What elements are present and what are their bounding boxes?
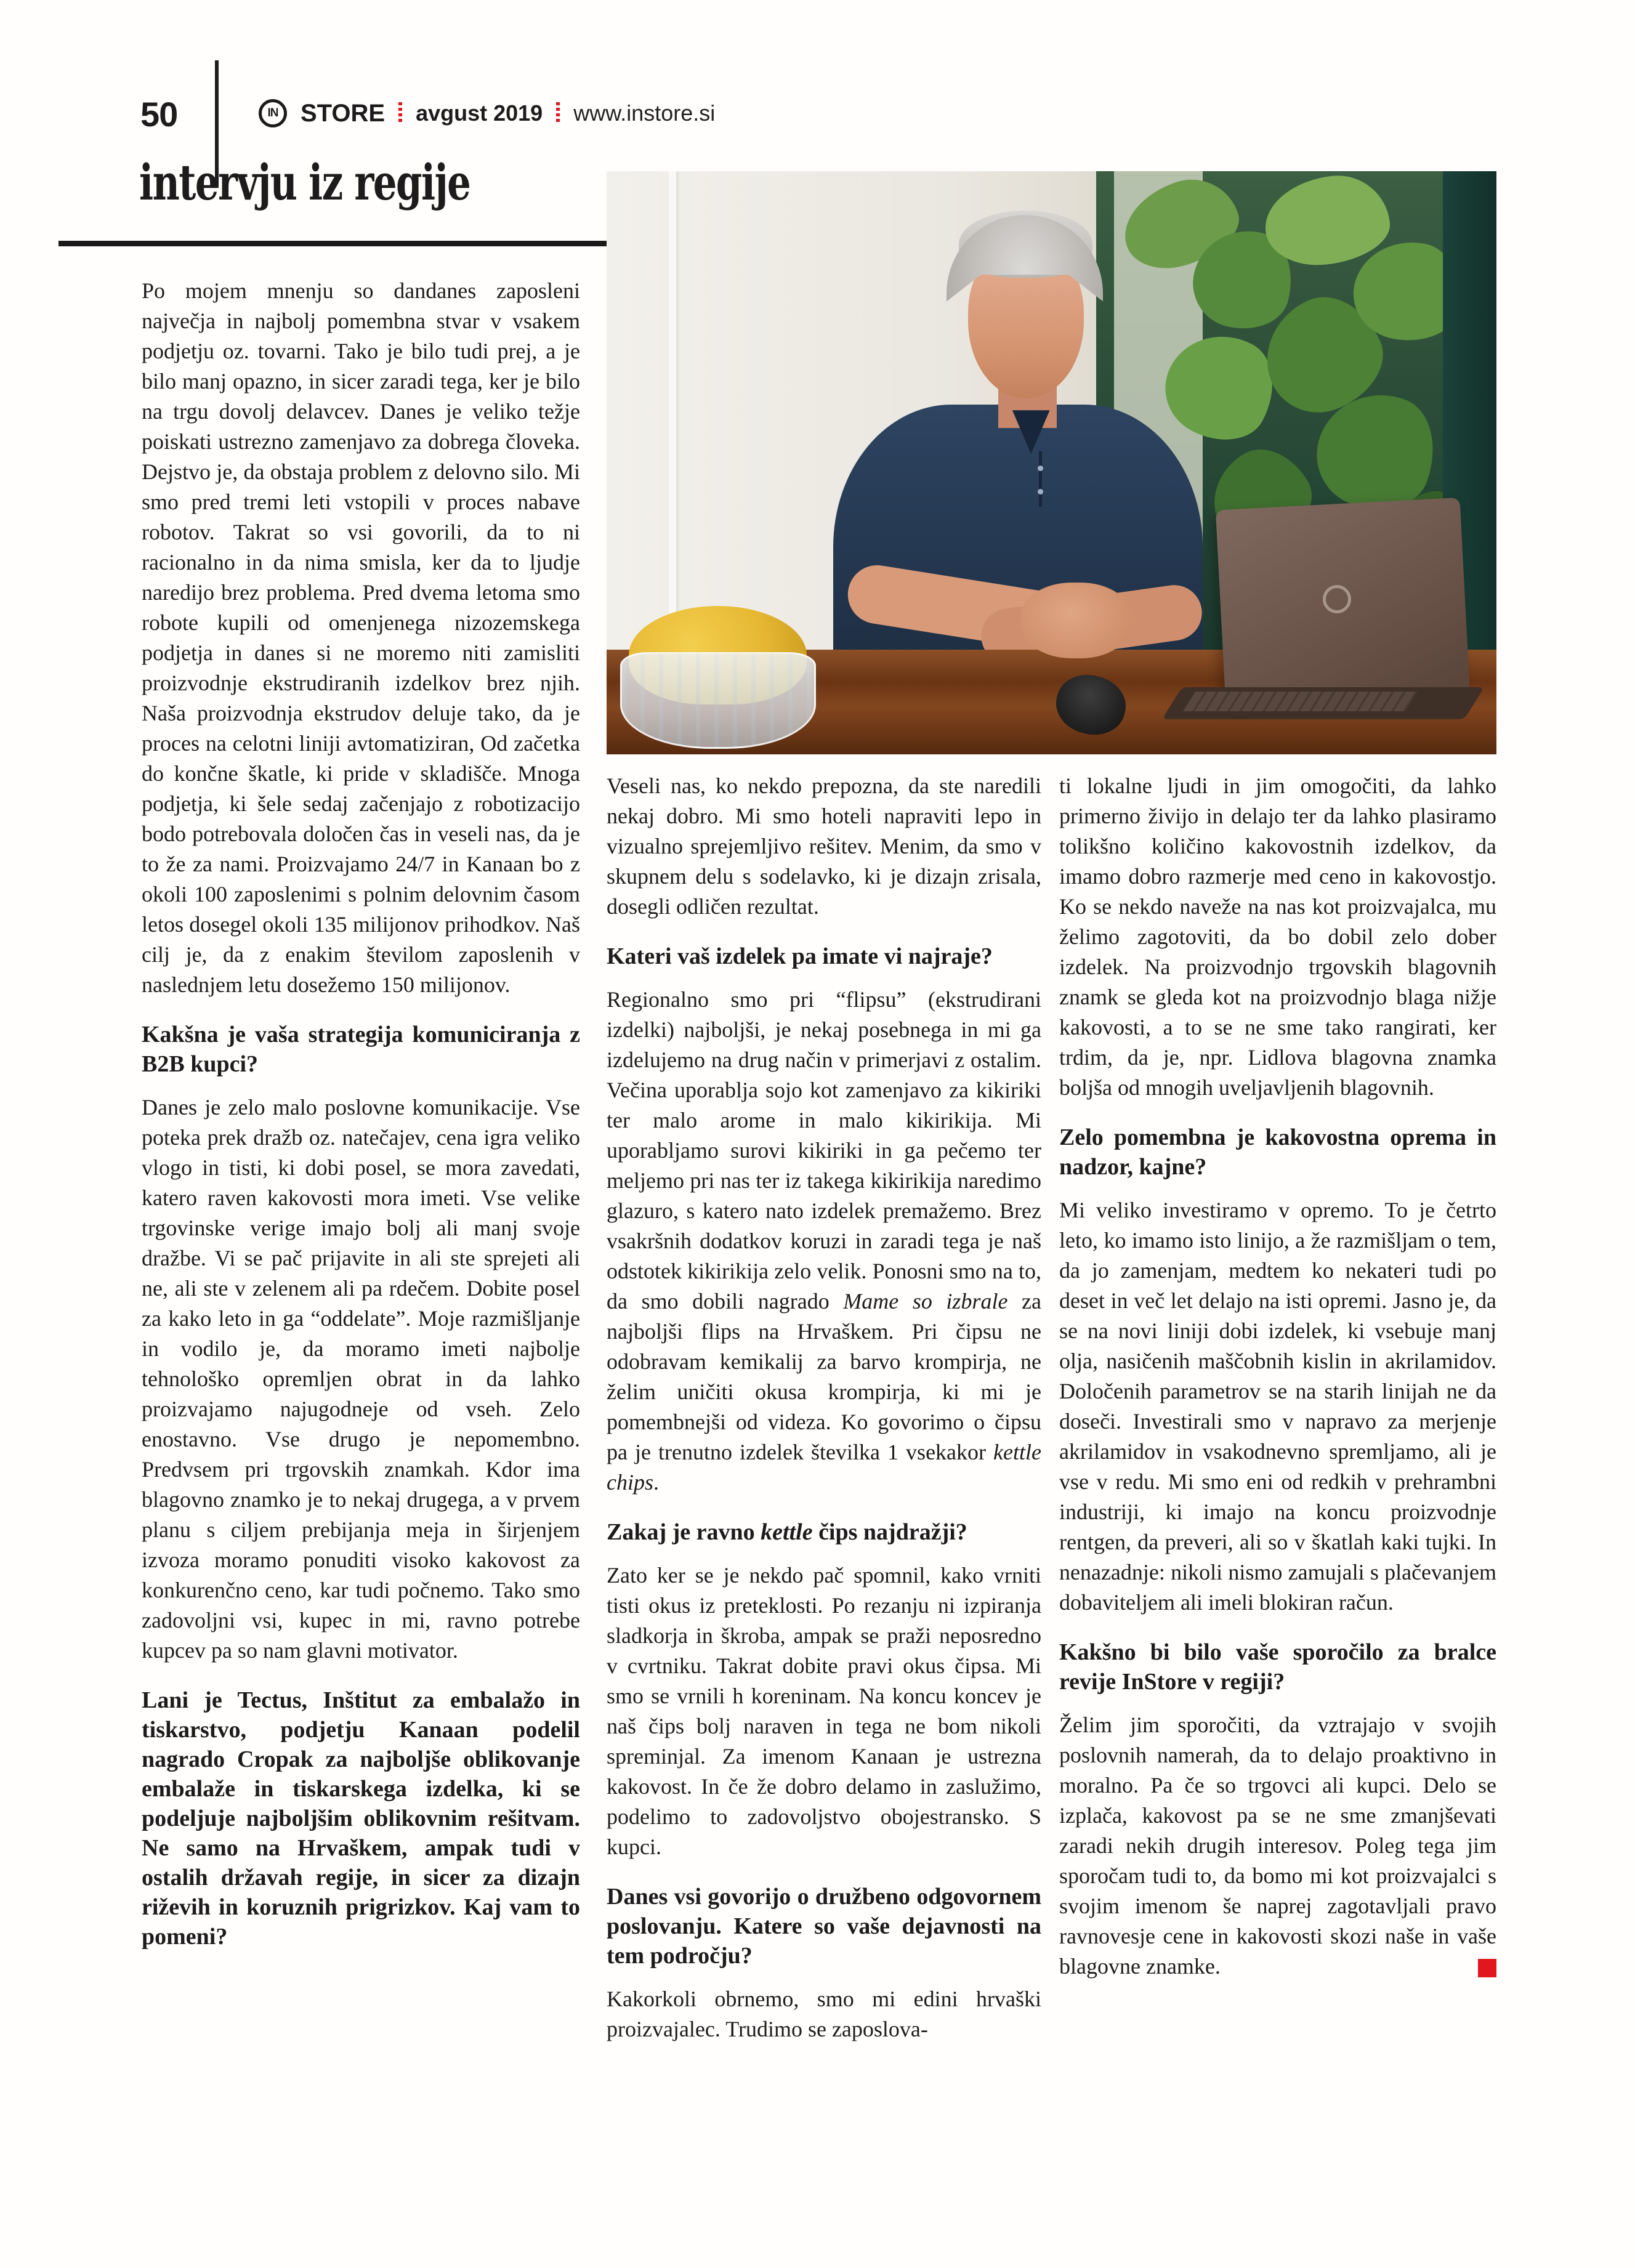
website-url: www.instore.si (573, 100, 716, 126)
paragraph: Veseli nas, ko nekdo prepozna, da ste naredili nekaj dobro. Mi smo hoteli napraviti lepo in vizualno sprejemljivo rešitev. Menim, da smo v skupnem delu s sodelavko, ki je dizajn zrisala, dosegli odličen rezultat. (607, 773, 1041, 919)
interview-photo (607, 171, 1496, 754)
masthead (259, 91, 715, 135)
section-title: intervju iz regije (139, 153, 470, 211)
question-heading: Kateri vaš izdelek pa imate vi najraje? (607, 943, 993, 969)
brand-name: STORE (301, 99, 386, 127)
instore-logo-icon (259, 99, 287, 127)
photo-man-hands (1020, 583, 1132, 658)
dotted-separator-icon (398, 102, 402, 124)
end-of-article-mark (1478, 1959, 1496, 1977)
question-heading: Kakšna je vaša strategija komuniciranja z B2B kupci? (142, 1022, 580, 1077)
page-number: 50 (140, 94, 178, 134)
dotted-separator-icon (556, 102, 560, 124)
photo-shirt-placket (1039, 451, 1042, 507)
photo-laptop-keyboard (1183, 692, 1418, 711)
text-column-2 (607, 771, 1041, 2044)
paragraph: Po mojem mnenju so dandanes zaposleni največja in najbolj pomembna stvar v vsakem podjetju oz. tovarni. Tako je bilo tudi prej, a je bilo manj opazno, in sicer zaradi tega, ker je bilo na trgu dovolj delavcev. Danes je veliko težje poiskati ustrezno zamenjavo za dobrega človeka. Dejstvo je, da obstaja problem z delovno silo. Mi smo pred tremi leti vstopili v proces nabave robotov. Takrat so vsi govorili, da to ni racionalno in da nima smisla, ker da to ljudje naredijo brez problema. Pred dvema letoma smo robote kupili od omenjenega nizozemskega podjetja in danes si ne moremo niti zamisliti proizvodnje ekstrudiranih izdelkov brez njih. Naša proizvodnja ekstrudov deluje tako, da je proces na celotni liniji avtomatiziran, Od začetka do končne škatle, ki pride v skladišče. Mnoga podjetja, ki šele sedaj začenjajo z robotizacijo bodo potrebovala določen čas in veseli nas, da je to že za nami. Proizvajamo 24/7 in Kanaan bo z okoli 100 zaposlenimi s polnim delovnim časom letos dosegel okoli 135 milijonov prihodkov. Naš cilj je, da z enakim številom zaposlenih v naslednjem letu dosežemo 150 milijonov. (142, 278, 580, 997)
paragraph: Regionalno smo pri “flipsu” (ekstrudirani izdelki) najboljši, je nekaj posebnega in mi ga izdelujemo na drug način v primerjavi z ostalim. Večina uporablja sojo kot zamenjavo za kikiriki ter malo arome in malo kikirikija. Mi uporabljamo surovi kikiriki in ga pečemo ter meljemo pri nas ter iz takega kikirikija naredimo glazuro, s katero nato izdelek premažemo. Brez vsakršnih dodatkov koruzi in zaradi tega je naš odstotek kikirikija zelo velik. Ponosni smo na to, da smo dobili nagrado Mame so izbrale za najboljši flips na Hrvaškem. Pri čipsu ne odobravam kemikalij za barvo krompirja, ne želim uničiti okusa krompirja, ki mi je pomembnejši od videza. Ko govorimo o čipsu pa je trenutno izdelek številka 1 vsekakor kettle chips. (607, 987, 1041, 1495)
question-heading: Danes vsi govorijo o družbeno odgovornem poslovanju. Katere so vaše dejavnosti na tem področju? (607, 1884, 1041, 1969)
issue-date: avgust 2019 (416, 100, 543, 126)
question-heading: Zakaj je ravno kettle čips najdražji? (607, 1519, 967, 1545)
title-rule (59, 241, 607, 246)
paragraph: Želim jim sporočiti, da vztrajajo v svojih poslovnih namerah, da to delajo proaktivno in moralno. Pa če so trgovci ali kupci. Delo se izplača, kakovost pa se ne sme zmanjševati zaradi nekih drugih interesov. Poleg tega jim sporočam tudi to, da bomo mi kot proizvajalci s svojim imenom še naprej zagotavljali pravo ravnovesje cene in kakovosti skozi naše in vaše blagovne znamke. (1059, 1713, 1496, 1979)
question-heading: Kakšno bi bilo vaše sporočilo za bralce revije InStore v regiji? (1059, 1639, 1496, 1695)
question-heading: Lani je Tectus, Inštitut za embalažo in tiskarstvo, podjetju Kanaan podelil nagrado Cropak za najboljše oblikovanje embalaže in tiskarskega izdelka, ki se podeljuje najboljšim oblikovnim rešitvam. Ne samo na Hrvaškem, ampak tudi v ostalih državah regije, in sicer za dizajn riževih in koruznih prigrizkov. Kaj vam to pomeni? (142, 1687, 580, 1950)
logo-in-text: IN (267, 107, 278, 119)
text-column-1 (142, 276, 580, 1965)
paragraph: ti lokalne ljudi in jim omogočiti, da lahko primerno živijo in delajo ter da lahko plasiramo tolikšno količino kakovostnih izdelkov, da imamo dobro razmerje med ceno in kakovostjo. Ko se nekdo naveže na nas kot proizvajalca, mu želimo zagotoviti, da bo dobil zelo dober izdelek. Na proizvodnjo trgovskih blagovnih znamk se gleda kot na proizvodnjo blaga nižje kakovosti, a to se ne sme tako rangirati, ker trdim, da je, npr. Lidlova blagovna znamka boljša od mnogih uveljavljenih blagovnih. (1059, 773, 1496, 1100)
paragraph: Zato ker se je nekdo pač spomnil, kako vrniti tisti okus iz preteklosti. Po rezanju ni izpiranja sladkorja in škroba, ampak se praži neposredno v cvrtniku. Takrat dobite pravi okus čipsa. Mi smo se vrnili h koreninam. Na koncu koncev je naš čips bolj naraven in tega ne bom nikoli spreminjal. Za imenom Kanaan je ustrezna kakovost. In če že dobro delamo in zaslužimo, podelimo to zadovoljstvo obojestransko. S kupci. (607, 1563, 1041, 1859)
photo-glass-bowl (620, 652, 816, 748)
paragraph: Danes je zelo malo poslovne komunikacije. Vse poteka prek dražb oz. natečajev, cena igra veliko vlogo in tisti, ki dobi posel, se mora zavedati, katero raven kakovosti mora imeti. Vse velike trgovinske verige imajo bolj ali manj svoje dražbe. Vi se pač prijavite in ali ste sprejeti ali ne, ali ste v zelenem ali pa rdečem. Dobite posel za kako leto in ga “oddelate”. Moje razmišljanje in vodilo je, da moramo imeti najbolje tehnološko opremljen obrat in da lahko proizvajamo najugodneje od vseh. Zelo enostavno. Vse drugo je nepomembno. Predvsem pri trgovskih znamkah. Kdor ima blagovno znamko je to nekaj drugega, a v prvem planu s ciljem prebijanja meja in širjenjem izvoza moramo ponuditi visoko kakovost za konkurenčno ceno, kar tudi počnemo. Tako smo zadovoljni vsi, kupec in mi, ravno potrebe kupcev pa so nam glavni motivator. (142, 1095, 580, 1663)
question-heading: Zelo pomembna je kakovostna oprema in nadzor, kajne? (1059, 1124, 1496, 1180)
paragraph: Mi veliko investiramo v opremo. To je četrto leto, ko imamo isto linijo, a že razmišljam o tem, da jo zamenjam, medtem ko nekateri tudi po deset in več let delajo na isti opremi. Jasno je, da se na novi liniji dobi izdelek, ki vsebuje manj olja, nasičenih maščobnih kislin in akrilamidov. Določenih parametrov se na starih linijah ne da doseči. Investirali smo v napravo za merjenje akrilamidov in vsakodnevno spremljamo, ali je vse v redu. Mi smo eni od redkih v prehrambni industriji, ki imajo na koncu proizvodnje rentgen, da preveri, ali so v škatlah kaki tujki. In nenazadnje: nikoli nismo zamujali s plačevanjem dobaviteljem ali imeli blokiran račun. (1059, 1198, 1496, 1615)
text-column-3 (1059, 771, 1496, 1982)
paragraph: Kakorkoli obrnemo, smo mi edini hrvaški proizvajalec. Trudimo se zaposlova- (607, 1987, 1041, 2041)
